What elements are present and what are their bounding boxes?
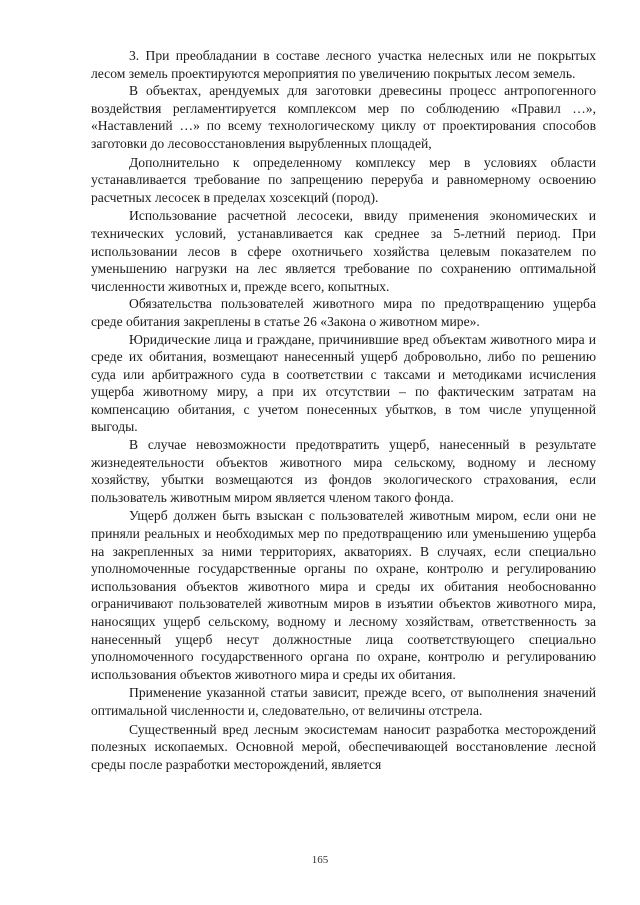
paragraph-4: Использование расчетной лесосеки, ввиду применения экономических и технических условий, устанавливается как среднее за 5-летний период. При использовании лесов в сфере охотничьего хозяйства целевым показателем по уменьшению нагрузки на лес является требование по сохранению оптимальной численности животных и, прежде всего, копытных.	[91, 208, 596, 294]
paragraph-9: Применение указанной статьи зависит, прежде всего, от выполнения значений оптимальной численности и, следовательно, от величины отстрела.	[91, 685, 596, 718]
paragraph-8: Ущерб должен быть взыскан с пользователей животным миром, если они не приняли реальных и необходимых мер по предотвращению или уменьшению ущерба на закрепленных за ними территориях, акваториях. В случаях, если специально уполномоченные государственные органы по охране, контролю и регулированию использования объектов животного мира и среды их обитания необоснованно ограничивают пользователей животным миров в изъятии объектов животного мира, наносящих ущерб сельскому, водному и лесному хозяйствам, ответственность за нанесенный ущерб несут должностные лица соответствующего специально уполномоченного государственного органа по охране, контролю и регулированию использования объектов животного мира и среды их обитания.	[91, 508, 596, 682]
paragraph-2: В объектах, арендуемых для заготовки древесины процесс антропогенного воздействия регламентируется комплексом мер по соблюдению «Правил …», «Наставлений …» по всему технологическому циклу от проектирования способов заготовки до лесовосстановления вырубленных площадей,	[91, 83, 596, 151]
paragraph-3: Дополнительно к определенному комплексу мер в условиях области устанавливается требование по запрещению переруба и равномерному освоению расчетных лесосек в пределах хозсекций (пород).	[91, 154, 596, 205]
paragraph-1: 3. При преобладании в составе лесного участка нелесных или не покрытых лесом земель проектируются мероприятия по увеличению покрытых лесом земель.	[91, 48, 596, 81]
paragraph-5: Обязательства пользователей животного мира по предотвращению ущерба среде обитания закреплены в статье 26 «Закона о животном мире».	[91, 296, 596, 329]
paragraph-10: Существенный вред лесным экосистемам наносит разработка месторождений полезных ископаемых. Основной мерой, обеспечивающей восстановление лесной среды после разработки месторождений, является	[91, 721, 596, 772]
page-body	[91, 47, 596, 773]
page-number: 165	[311, 854, 329, 866]
paragraph-6: Юридические лица и граждане, причинившие вред объектам животного мира и среде их обитания, возмещают нанесенный ущерб добровольно, либо по решению суда или арбитражного суда в соответствии с таксами и методиками исчисления ущерба животному миру, а при их отсутствии – по фактическим затратам на компенсацию обитания, с учетом понесенных убытков, в том числе упущенной выгоды.	[91, 331, 596, 435]
paragraph-7: В случае невозможности предотвратить ущерб, нанесенный в результате жизнедеятельности объектов животного мира сельскому, водному и лесному хозяйству, убытки возмещаются из фондов экологического страхования, если пользователь животным миром является членом такого фонда.	[91, 437, 596, 505]
